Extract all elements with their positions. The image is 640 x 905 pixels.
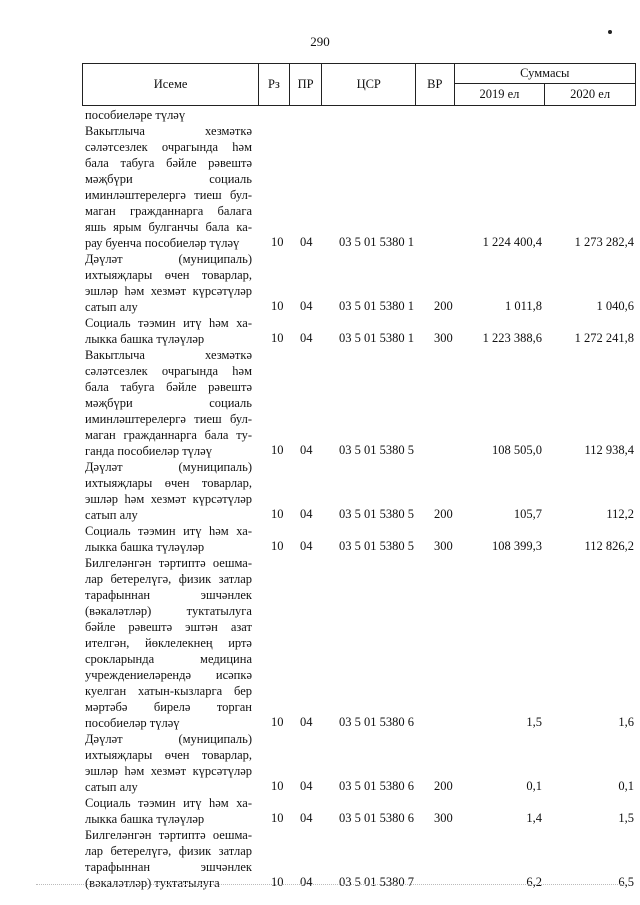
row-description (85, 459, 252, 523)
description-line: ихтыяҗлары өчен товарлар, (85, 476, 252, 490)
cell-vr: 300 (434, 331, 453, 345)
description-line: бала табуга бәйле рәвештә (85, 380, 252, 394)
description-line: ителгән, йөклелекнең иртә (85, 636, 252, 650)
description-line: срокларында медицина (85, 652, 252, 666)
description-line: ихтыяҗлары өчен товарлар, (85, 748, 252, 762)
row-description (85, 827, 252, 891)
description-line: Социаль тәэмин итү һәм ха- (85, 796, 252, 810)
row-description (85, 251, 252, 315)
row-description (85, 107, 252, 123)
header-pr: ПР (289, 64, 322, 106)
description-line: ихтыяҗлары өчен товарлар, (85, 268, 252, 282)
description-line: эшләр һәм хезмәт күрсәтүләр (85, 764, 252, 778)
cell-pr: 04 (300, 235, 313, 249)
description-line: лыкка башка түләүләр (85, 332, 205, 346)
cell-rz: 10 (271, 875, 284, 889)
description-line: тарафыннан эшчәнлек (85, 860, 252, 874)
cell-pr: 04 (300, 507, 313, 521)
cell-s2019: 1,4 (526, 811, 542, 825)
cell-rz: 10 (271, 331, 284, 345)
header-2019: 2019 ел (454, 84, 545, 106)
description-line: Билгеләнгән тәртиптә оешма- (85, 556, 252, 570)
description-line: мәртәбә бирелә торган (85, 700, 252, 714)
description-line: яшь ярым булганчы бала ка- (85, 220, 252, 234)
header-rz: Рз (259, 64, 290, 106)
description-line: сәләтсезлек очрагында һәм (85, 140, 252, 154)
description-line: лыкка башка түләүләр (85, 540, 205, 554)
description-line: Вакытлыча хезмәткә (85, 348, 252, 362)
cell-s2020: 1 273 282,4 (574, 235, 634, 249)
cell-s2019: 108 505,0 (492, 443, 542, 457)
cell-csr: 03 5 01 5380 1 (339, 299, 414, 313)
cell-s2020: 1,6 (618, 715, 634, 729)
row-description (85, 123, 252, 251)
row-description (85, 315, 252, 347)
description-line: эшләр һәм хезмәт күрсәтүләр (85, 492, 252, 506)
cell-s2020: 1 272 241,8 (574, 331, 634, 345)
cell-s2020: 112 938,4 (584, 443, 634, 457)
description-line: тарафыннан эшчәнлек (85, 588, 252, 602)
page-footer-line (36, 884, 626, 885)
cell-rz: 10 (271, 539, 284, 553)
cell-s2019: 6,2 (526, 875, 542, 889)
cell-s2020: 112 826,2 (584, 539, 634, 553)
row-description (85, 795, 252, 827)
cell-pr: 04 (300, 811, 313, 825)
description-line: Социаль тәэмин итү һәм ха- (85, 524, 252, 538)
cell-rz: 10 (271, 779, 284, 793)
cell-vr: 200 (434, 507, 453, 521)
description-line: лыкка башка түләүләр (85, 812, 205, 826)
description-line: (вәкаләтләр) туктатылуга (85, 876, 220, 890)
cell-s2020: 1 040,6 (596, 299, 634, 313)
description-line: сатып алу (85, 780, 138, 794)
description-line: бәйле рәвештә эштән азат (85, 620, 252, 634)
cell-rz: 10 (271, 299, 284, 313)
row-description (85, 555, 252, 731)
description-line: Билгеләнгән тәртиптә оешма- (85, 828, 252, 842)
cell-rz: 10 (271, 507, 284, 521)
page-number: 290 (310, 34, 330, 49)
cell-s2019: 108 399,3 (492, 539, 542, 553)
cell-csr: 03 5 01 5380 6 (339, 811, 414, 825)
description-line: мәҗбүри социаль (85, 396, 252, 410)
description-line: бала табуга бәйле рәвештә (85, 156, 252, 170)
cell-pr: 04 (300, 331, 313, 345)
cell-csr: 03 5 01 5380 5 (339, 507, 414, 521)
description-line: пособиеләр түләү (85, 716, 180, 730)
cell-rz: 10 (271, 443, 284, 457)
row-description (85, 731, 252, 795)
cell-s2019: 1 223 388,6 (482, 331, 542, 345)
cell-rz: 10 (271, 715, 284, 729)
cell-rz: 10 (271, 235, 284, 249)
cell-s2020: 1,5 (618, 811, 634, 825)
header-sums: Суммасы (454, 64, 635, 84)
description-line: ганда пособиеләр түләү (85, 444, 212, 458)
cell-s2019: 0,1 (526, 779, 542, 793)
description-line: маган гражданнарга бала ту- (85, 428, 252, 442)
header-vr: ВР (416, 64, 455, 106)
cell-vr: 200 (434, 779, 453, 793)
cell-pr: 04 (300, 443, 313, 457)
cell-pr: 04 (300, 875, 313, 889)
description-line: эшләр һәм хезмәт күрсәтүләр (85, 284, 252, 298)
cell-csr: 03 5 01 5380 5 (339, 443, 414, 457)
description-line: Дәүләт (муниципаль) (85, 460, 252, 474)
cell-csr: 03 5 01 5380 1 (339, 235, 414, 249)
description-line: сатып алу (85, 300, 138, 314)
description-line: Социаль тәэмин итү һәм ха- (85, 316, 252, 330)
cell-csr: 03 5 01 5380 1 (339, 331, 414, 345)
description-line: Дәүләт (муниципаль) (85, 252, 252, 266)
cell-csr: 03 5 01 5380 7 (339, 875, 414, 889)
cell-s2019: 1,5 (526, 715, 542, 729)
description-line: маган гражданнарга балага (85, 204, 252, 218)
cell-pr: 04 (300, 299, 313, 313)
description-line: мәҗбүри социаль (85, 172, 252, 186)
description-line: иминләштерелергә тиеш бул- (85, 412, 252, 426)
description-line: учреждениеләрендә исәпкә (85, 668, 252, 682)
cell-rz: 10 (271, 811, 284, 825)
cell-pr: 04 (300, 715, 313, 729)
description-line: (вәкаләтләр) туктатылуга (85, 604, 252, 618)
row-description (85, 523, 252, 555)
header-csr: ЦСР (322, 64, 416, 106)
cell-csr: 03 5 01 5380 6 (339, 715, 414, 729)
cell-csr: 03 5 01 5380 6 (339, 779, 414, 793)
cell-s2020: 0,1 (618, 779, 634, 793)
description-line: сатып алу (85, 508, 138, 522)
cell-s2020: 6,5 (618, 875, 634, 889)
cell-s2019: 1 224 400,4 (482, 235, 542, 249)
description-line: сәләтсезлек очрагында һәм (85, 364, 252, 378)
description-line: Вакытлыча хезмәткә (85, 124, 252, 138)
description-line: рау буенча пособиеләр түләү (85, 236, 240, 250)
header-2020: 2020 ел (545, 84, 636, 106)
cell-s2020: 112,2 (606, 507, 634, 521)
description-line: иминләштерелергә тиеш бул- (85, 188, 252, 202)
row-description (85, 347, 252, 459)
cell-s2019: 1 011,8 (504, 299, 542, 313)
cell-vr: 200 (434, 299, 453, 313)
cell-pr: 04 (300, 779, 313, 793)
description-line: Дәүләт (муниципаль) (85, 732, 252, 746)
cell-csr: 03 5 01 5380 5 (339, 539, 414, 553)
cell-vr: 300 (434, 539, 453, 553)
description-line: пособиеләре түләү (85, 108, 186, 122)
description-line: лар бетерелүгә, физик затлар (85, 572, 252, 586)
description-line: лар бетерелүгә, физик затлар (85, 844, 252, 858)
header-name: Исеме (83, 64, 259, 106)
cell-s2019: 105,7 (513, 507, 542, 521)
cell-vr: 300 (434, 811, 453, 825)
cell-pr: 04 (300, 539, 313, 553)
description-line: куелган хатын-кызларга бер (85, 684, 252, 698)
